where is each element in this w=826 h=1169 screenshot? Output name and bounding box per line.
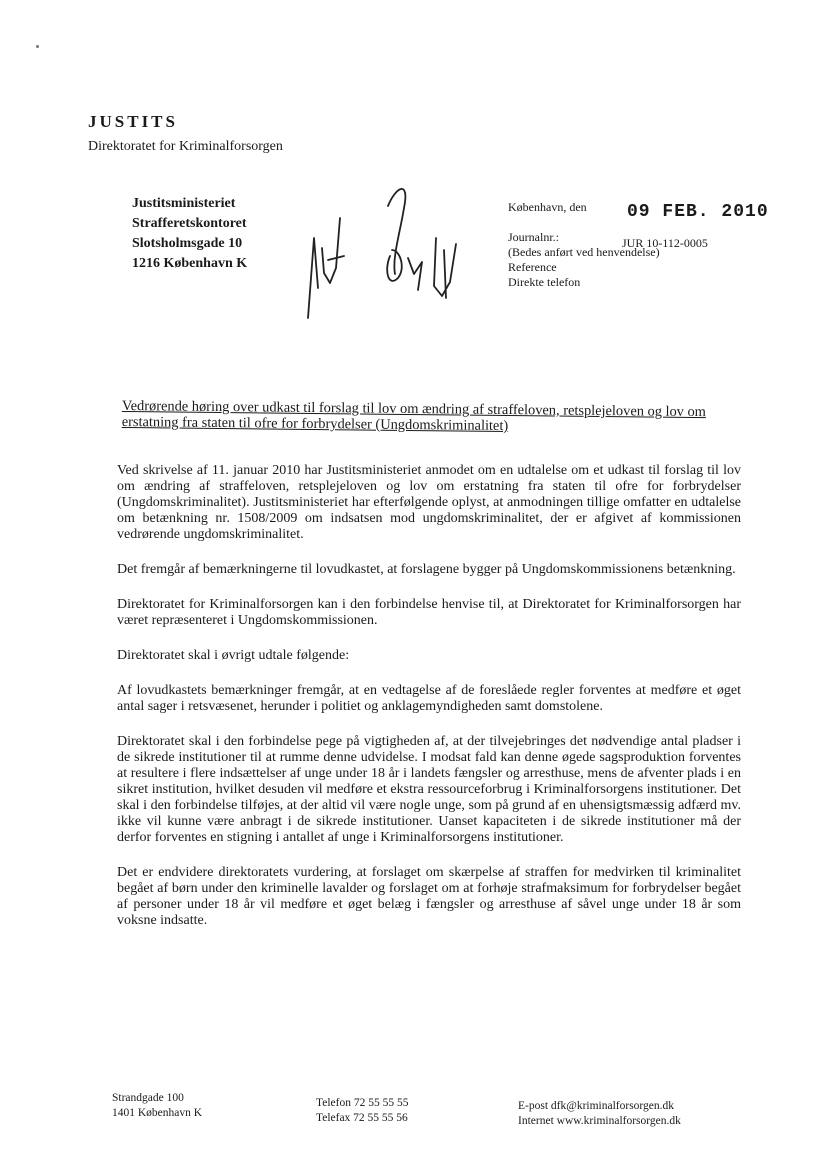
body-paragraph: Direktoratet skal i øvrigt udtale følgende: bbox=[117, 648, 350, 663]
letter-body bbox=[117, 463, 741, 948]
body-paragraph: Direktoratet skal i den forbindelse pege på vigtigheden af, at der tilvejebringes det nødvendige antal pladser i de sikrede institutioner til at rumme denne udvidelse. I modsat fald kan denne øgede sagsproduktion forventes at resultere i flere indsættelser af unge under 18 år i landets fængsler og arresthuse, mens de afventer plads i en sikret institution, hvilket desuden vil medføre et ekstra ressourceforbrug i Kriminalforsorgens institutioner. Det skal i den forbindelse tilføjes, at der altid vil være nogle unge, som på grund af en uhensigtsmæssig adfærd mv. ikke vil kunne være anbragt i de sikrede institutioner. Uanset kapaciteten i de sikrede institutioner må der derfor forventes en stigning i antallet af unge i Kriminalforsorgens institutioner. bbox=[117, 734, 741, 845]
place-date-label: København, den bbox=[508, 200, 587, 214]
footer-fax: Telefax 72 55 55 56 bbox=[316, 1112, 408, 1124]
scan-speck bbox=[36, 45, 39, 48]
footer-email: E-post dfk@kriminalforsorgen.dk bbox=[518, 1100, 675, 1112]
direct-phone-label: Direkte telefon bbox=[508, 275, 581, 289]
recipient-line: Slotsholmsgade 10 bbox=[132, 236, 243, 251]
body-paragraph: Det fremgår af bemærkningerne til lovudkastet, at forslagene bygger på Ungdomskommissionens betænkning. bbox=[117, 562, 736, 577]
recipient-line: Justitsministeriet bbox=[132, 196, 236, 211]
recipient-address bbox=[132, 194, 247, 274]
footer-address bbox=[112, 1091, 202, 1121]
body-paragraph: Ved skrivelse af 11. januar 2010 har Justitsministeriet anmodet om en udtalelse om et udkast til forslag til lov om ændring af straffeloven, retsplejeloven og lov om erstatning fra staten til ofre for forbrydelser (Ungdomskriminalitet). Justitsministeriet har efterfølgende oplyst, at anmodningen tillige omfatter en udtalelse om betænkning nr. 1508/2009 om indsatsen mod ungdomskriminalitet, der er afgivet af kommissionen vedrørende ungdomskriminalitet. bbox=[117, 463, 741, 542]
letter-subject: Vedrørende høring over udkast til forslag til lov om ændring af straffeloven, retsplejeloven og lov om erstatning fra staten til ofre for forbrydelser (Ungdomskriminalitet) bbox=[121, 398, 706, 435]
footer-street: Strandgade 100 bbox=[112, 1092, 184, 1104]
handwritten-signature bbox=[300, 178, 470, 328]
recipient-line: Strafferetskontoret bbox=[132, 216, 247, 231]
footer-contact bbox=[518, 1099, 681, 1129]
reference-label: Reference bbox=[508, 260, 557, 274]
journal-number: JUR 10-112-0005 bbox=[622, 236, 708, 250]
brand-wordmark: JUSTITS bbox=[88, 112, 178, 131]
footer-phone: Telefon 72 55 55 55 bbox=[316, 1097, 409, 1109]
body-paragraph: Af lovudkastets bemærkninger fremgår, at en vedtagelse af de foreslåede regler forventes at medføre et øget antal sager i retsvæsenet, herunder i politiet og anklagemyndigheden samt domstolene. bbox=[117, 683, 741, 714]
brand-subtitle: Direktoratet for Kriminalforsorgen bbox=[88, 139, 283, 154]
body-paragraph: Direktoratet for Kriminalforsorgen kan i den forbindelse henvise til, at Direktoratet for Kriminalforsorgen har været repræsenteret i Ungdomskommissionen. bbox=[117, 597, 741, 628]
date-stamp: 09 FEB. 2010 bbox=[627, 202, 769, 222]
body-paragraph: Det er endvidere direktoratets vurdering, at forslaget om skærpelse af straffen for medvirken til kriminalitet begået af børn under den kriminelle lavalder og forslaget om at forhøje strafmaksimum for forbrydelser begået af personer under 18 år vil medføre et øget belæg i fængsler og arresthuse af såvel unge under 18 år som voksne indsatte. bbox=[117, 865, 741, 928]
journal-note: (Bedes anført ved henvendelse) bbox=[508, 245, 660, 259]
footer-city: 1401 København K bbox=[112, 1107, 203, 1119]
recipient-line: 1216 København K bbox=[132, 256, 248, 271]
footer-phones bbox=[316, 1096, 408, 1126]
footer-web: Internet www.kriminalforsorgen.dk bbox=[518, 1115, 681, 1127]
journal-label: Journalnr.: bbox=[508, 230, 559, 244]
